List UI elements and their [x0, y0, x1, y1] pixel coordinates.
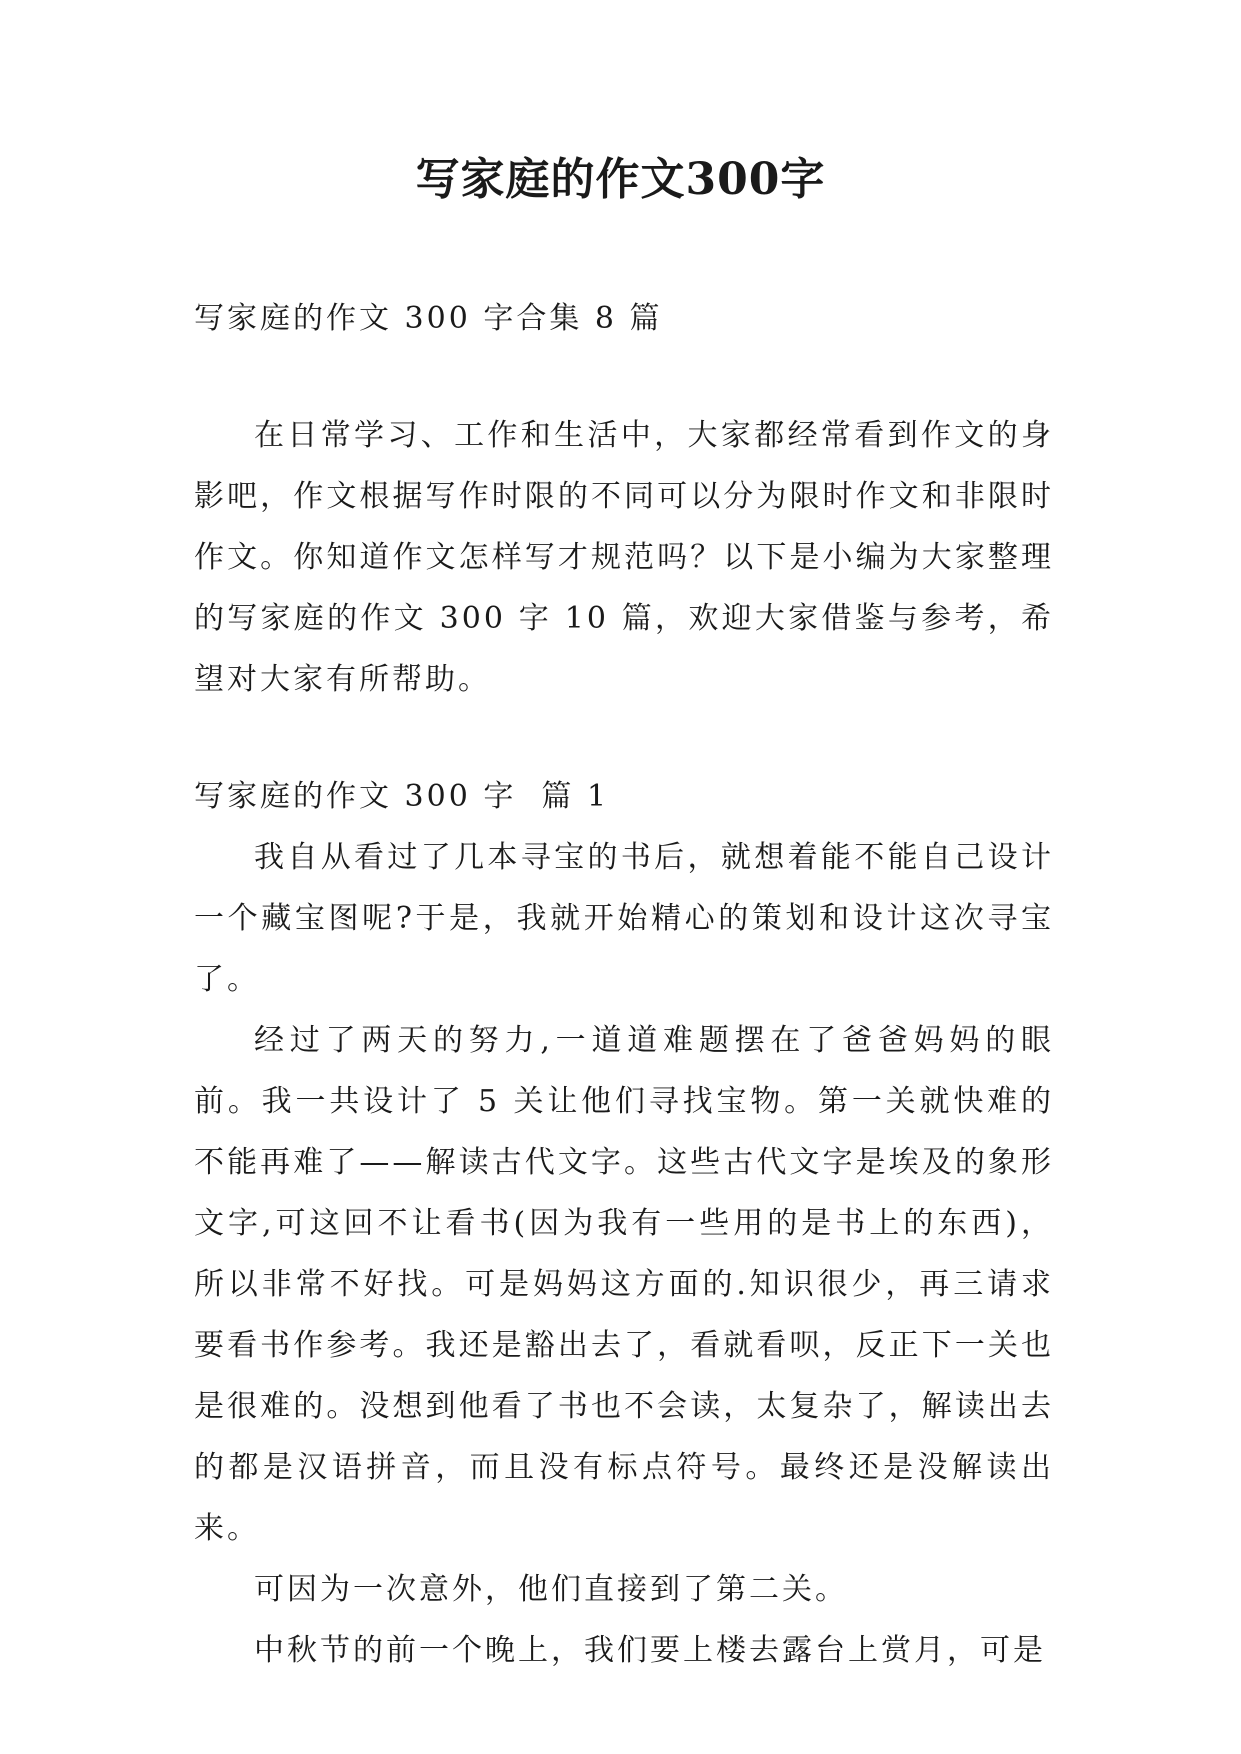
body-paragraph: 经过了两天的努力,一道道难题摆在了爸爸妈妈的眼前。我一共设计了 5 关让他们寻找宝物。第一关就快难的不能再难了——解读古代文字。这些古代文字是埃及的象形文字,可这回不让看书(因为我有一些用的是书上的东西)，所以非常不好找。可是妈妈这方面的.知识很少，再三请求要看书作参考。我还是豁出去了，看就看呗，反正下一关也是很难的。没想到他看了书也不会读，太复杂了，解读出去的都是汉语拼音，而且没有标点符号。最终还是没解读出来。 — [194, 1023, 1054, 1546]
section-heading: 写家庭的作文 300 字 篇 1 — [194, 779, 610, 814]
body-paragraph: 中秋节的前一个晚上，我们要上楼去露台上赏月，可是 — [254, 1633, 1046, 1668]
body-paragraph: 可因为一次意外，他们直接到了第二关。 — [254, 1572, 848, 1607]
intro-paragraph: 在日常学习、工作和生活中，大家都经常看到作文的身影吧，作文根据写作时限的不同可以分为限时作文和非限时作文。你知道作文怎样写才规范吗？以下是小编为大家整理的写家庭的作文 300 字 10 篇，欢迎大家借鉴与参考，希望对大家有所帮助。 — [194, 418, 1054, 697]
document-body — [194, 288, 1054, 1681]
document-subtitle: 写家庭的作文 300 字合集 8 篇 — [194, 301, 663, 336]
body-paragraph: 我自从看过了几本寻宝的书后，就想着能不能自己设计一个藏宝图呢?于是，我就开始精心的策划和设计这次寻宝了。 — [194, 840, 1054, 997]
page-title: 写家庭的作文300字 — [415, 154, 826, 205]
